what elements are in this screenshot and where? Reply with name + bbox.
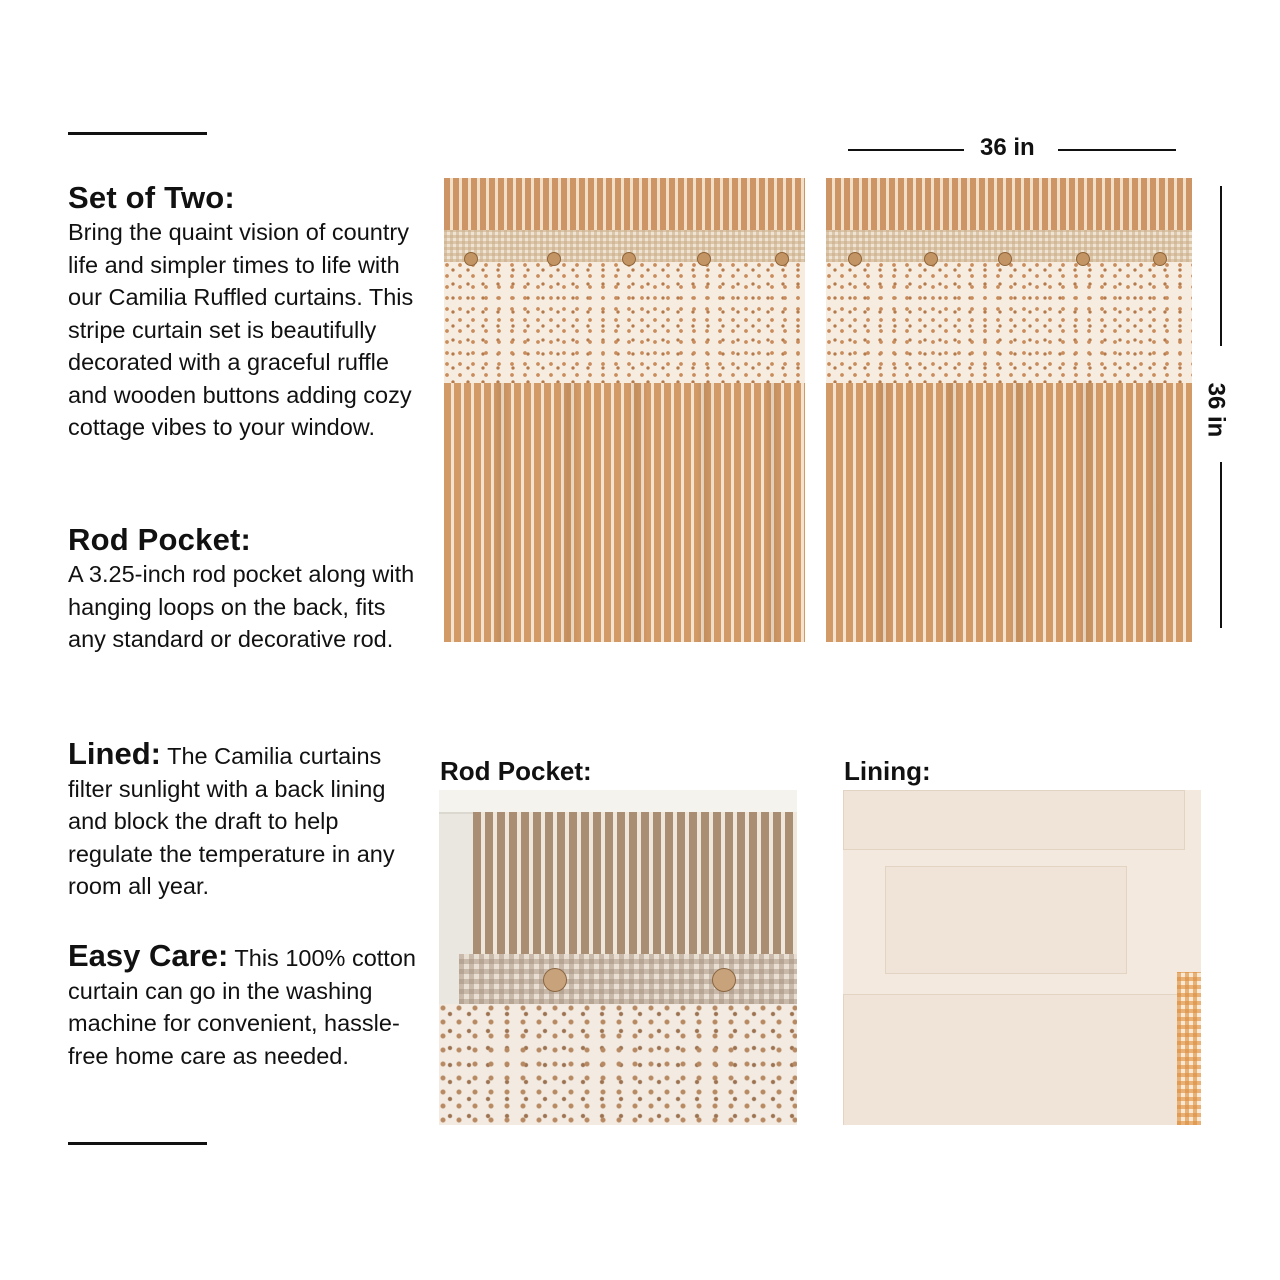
rod-pocket-detail-title: Rod Pocket: (440, 756, 592, 786)
wooden-button-icon (1076, 252, 1090, 266)
rod-pocket-stripe-band (473, 812, 797, 954)
width-dimension-line-left (848, 149, 964, 151)
wooden-button-icon (622, 252, 636, 266)
wooden-button-icon (712, 968, 736, 992)
feature-body: The Camilia curtains filter sunlight with a back lining and block the draft to help regulate the temperature in any room all year. (68, 743, 395, 899)
height-dimension-label: 36 in (1202, 382, 1230, 438)
floral-ruffle (439, 1004, 797, 1125)
valance-stripe-band (826, 178, 1192, 230)
gingham-edge (1177, 972, 1201, 1125)
feature-set-of-two (68, 180, 418, 444)
wooden-button-icon (775, 252, 789, 266)
lining-panel-middle (885, 866, 1127, 974)
feature-lined (68, 738, 418, 903)
feature-easy-care (68, 940, 418, 1072)
bottom-divider (68, 1142, 207, 1145)
lining-detail-title: Lining: (844, 756, 931, 786)
wooden-button-icon (924, 252, 938, 266)
height-dimension-line-top (1220, 186, 1222, 346)
window-frame (439, 790, 797, 814)
lining-panel-bottom (843, 994, 1179, 1125)
feature-rod-pocket (68, 522, 418, 656)
feature-body: Bring the quaint vision of country life and simpler times to life with our Camilia Ruffled curtains. This stripe curtain set is beautifully decorated with a graceful ruffle and wooden buttons adding cozy cottage vibes to your window. (68, 219, 414, 440)
wooden-button-icon (547, 252, 561, 266)
wooden-button-icon (1153, 252, 1167, 266)
feature-body: A 3.25-inch rod pocket along with hanging loops on the back, fits any standard or decorative rod. (68, 561, 415, 652)
width-dimension-label: 36 in (980, 134, 1035, 161)
wooden-button-icon (464, 252, 478, 266)
width-dimension-line-right (1058, 149, 1176, 151)
feature-heading: Set of Two: (68, 180, 235, 215)
curtain-valance (826, 178, 1192, 383)
wooden-button-icon (697, 252, 711, 266)
lining-panel-top (843, 790, 1185, 850)
wooden-button-icon (998, 252, 1012, 266)
feature-heading: Rod Pocket: (68, 522, 252, 557)
curtain-valance (444, 178, 805, 383)
feature-heading: Lined: (68, 736, 161, 771)
wooden-button-icon (543, 968, 567, 992)
gingham-band (459, 954, 797, 1004)
curtain-panel-left (444, 178, 805, 642)
valance-floral-ruffle (826, 262, 1192, 383)
valance-floral-ruffle (444, 262, 805, 383)
valance-stripe-band (444, 178, 805, 230)
curtain-panel-right (826, 178, 1192, 642)
lining-detail-image (843, 790, 1201, 1125)
wooden-button-icon (848, 252, 862, 266)
rod-pocket-detail-image (439, 790, 797, 1125)
height-dimension-line-bottom (1220, 462, 1222, 628)
feature-body: This 100% cotton curtain can go in the washing machine for convenient, hassle-free home care as needed. (68, 945, 416, 1069)
top-divider (68, 132, 207, 135)
feature-heading: Easy Care: (68, 938, 229, 973)
